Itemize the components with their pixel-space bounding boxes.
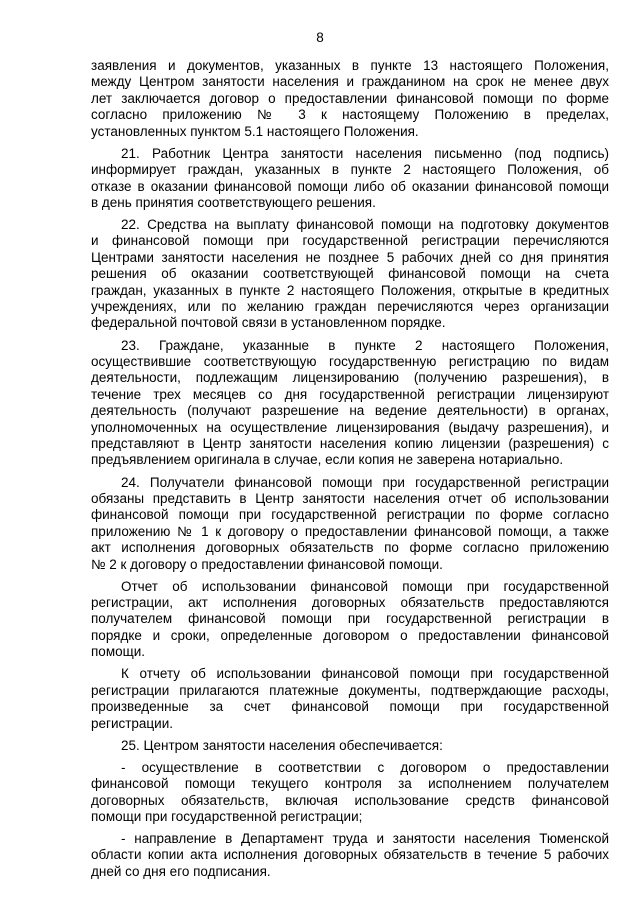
paragraph: [91, 58, 609, 140]
paragraph-line: Центрами занятости населения не позднее 5 рабочих дней со дня принятия: [91, 249, 609, 265]
paragraph-line: представляют в Центр занятости населения копию лицензии (разрешения) с: [91, 436, 609, 451]
paragraph: [91, 338, 609, 469]
paragraph-line: и финансовой помощи при государственной регистрации перечисляются: [91, 233, 609, 249]
paragraph-line: согласно приложению № 3 к настоящему Положению в пределах,: [91, 107, 609, 123]
paragraph-line: К отчету об использовании финансовой помощи при государственной: [121, 666, 609, 682]
paragraph-line: осуществившие соответствующую государственную регистрацию по видам: [91, 353, 609, 369]
paragraph: [91, 475, 609, 573]
paragraph-line: помощи.: [91, 644, 146, 660]
paragraph-line: предъявлением оригинала в случае, если копия не заверена нотариально.: [91, 452, 564, 468]
paragraph-line: обязаны представить в Центр занятости населения отчет об использовании: [91, 490, 609, 506]
paragraph: [91, 579, 609, 661]
paragraph-line: регистрации прилагаются платежные документы, подтверждающие расходы,: [91, 682, 609, 698]
page-number: 8: [316, 30, 324, 45]
paragraph-line: в день принятия соответствующего решения.: [91, 194, 376, 210]
paragraph-line: деятельность (получают разрешение на ведение деятельности) в органах,: [91, 403, 609, 419]
paragraph-line: - осуществление в соответствии с договором о предоставлении: [121, 759, 609, 775]
paragraph-line: установленных пунктом 5.1 настоящего Положения.: [91, 123, 419, 139]
paragraph-line: договорных обязательств, включая использование средств финансовой: [91, 792, 609, 808]
paragraph-line: регистрации.: [91, 715, 173, 731]
paragraph-line: лет заключается договор о предоставлении финансовой помощи по форме: [91, 90, 609, 106]
paragraph-line: - направление в Департамент труда и занятости населения Тюменской: [121, 831, 609, 847]
paragraph-line: дней со дня его подписания.: [91, 863, 271, 879]
paragraph-line: уполномоченных на осуществление лицензирования (выдачу разрешения), и: [91, 419, 609, 435]
paragraph-line: между Центром занятости населения и гражданином на срок не менее двух: [91, 74, 609, 90]
paragraph-line: финансовой помощи текущего контроля за исполнением получателем: [91, 776, 609, 792]
paragraph-line: учреждениях, или по желанию граждан перечисляются через организации: [91, 299, 609, 315]
paragraph-line: финансовой помощи при государственной регистрации по форме согласно: [91, 507, 609, 523]
paragraph-line: регистрации, акт исполнения договорных обязательств предоставляются: [91, 595, 609, 611]
paragraph-line: произведенные за счет финансовой помощи при государственной: [91, 699, 609, 715]
paragraph-line: 24. Получатели финансовой помощи при государственной регистрации: [121, 474, 609, 490]
paragraph-line: получателем финансовой помощи при государственной регистрации в: [91, 611, 609, 627]
paragraph: [91, 666, 609, 732]
paragraph: [91, 738, 609, 754]
paragraph-line: помощи при государственной регистрации;: [91, 808, 363, 824]
paragraph-line: 25. Центром занятости населения обеспечивается:: [121, 737, 443, 753]
paragraph: [91, 760, 609, 826]
document-body: [91, 58, 609, 886]
paragraph-line: граждан, указанных в пункте 2 настоящего Положения, открытые в кредитных: [91, 282, 609, 298]
paragraph-line: 22. Средства на выплату финансовой помощи на подготовку документов: [121, 217, 609, 233]
paragraph-line: области копии акта исполнения договорных обязательств в течение 5 рабочих: [91, 847, 609, 863]
paragraph-line: отказе в оказании финансовой помощи либо об оказании финансовой помощи: [91, 178, 609, 194]
paragraph-line: 21. Работник Центра занятости населения письменно (под подпись): [121, 145, 609, 161]
paragraph-line: 23. Граждане, указанные в пункте 2 настоящего Положения,: [121, 337, 609, 353]
paragraph-line: № 2 к договору о предоставлении финансовой помощи.: [91, 556, 443, 572]
paragraph-line: Отчет об использовании финансовой помощи при государственной: [121, 578, 609, 594]
paragraph: [91, 831, 609, 880]
paragraph-line: федеральной почтовой связи в установленном порядке.: [91, 315, 446, 331]
paragraph-line: течение трех месяцев со дня государственной регистрации лицензируют: [91, 386, 609, 402]
paragraph: [91, 146, 609, 212]
paragraph-line: акт исполнения договорных обязательств по форме согласно приложению: [91, 540, 609, 556]
paragraph-line: порядке и сроки, определенные договором о предоставлении финансовой: [91, 627, 609, 643]
paragraph-line: деятельности, подлежащим лицензированию (получению разрешения), в: [91, 370, 609, 386]
paragraph: [91, 217, 609, 332]
paragraph-line: приложению № 1 к договору о предоставлении финансовой помощи, а также: [91, 523, 609, 539]
paragraph-line: решения об оказании соответствующей финансовой помощи на счета: [91, 266, 609, 282]
paragraph-line: заявления и документов, указанных в пункте 13 настоящего Положения,: [91, 58, 609, 73]
paragraph-line: информирует граждан, указанных в пункте 2 настоящего Положения, об: [91, 162, 609, 178]
